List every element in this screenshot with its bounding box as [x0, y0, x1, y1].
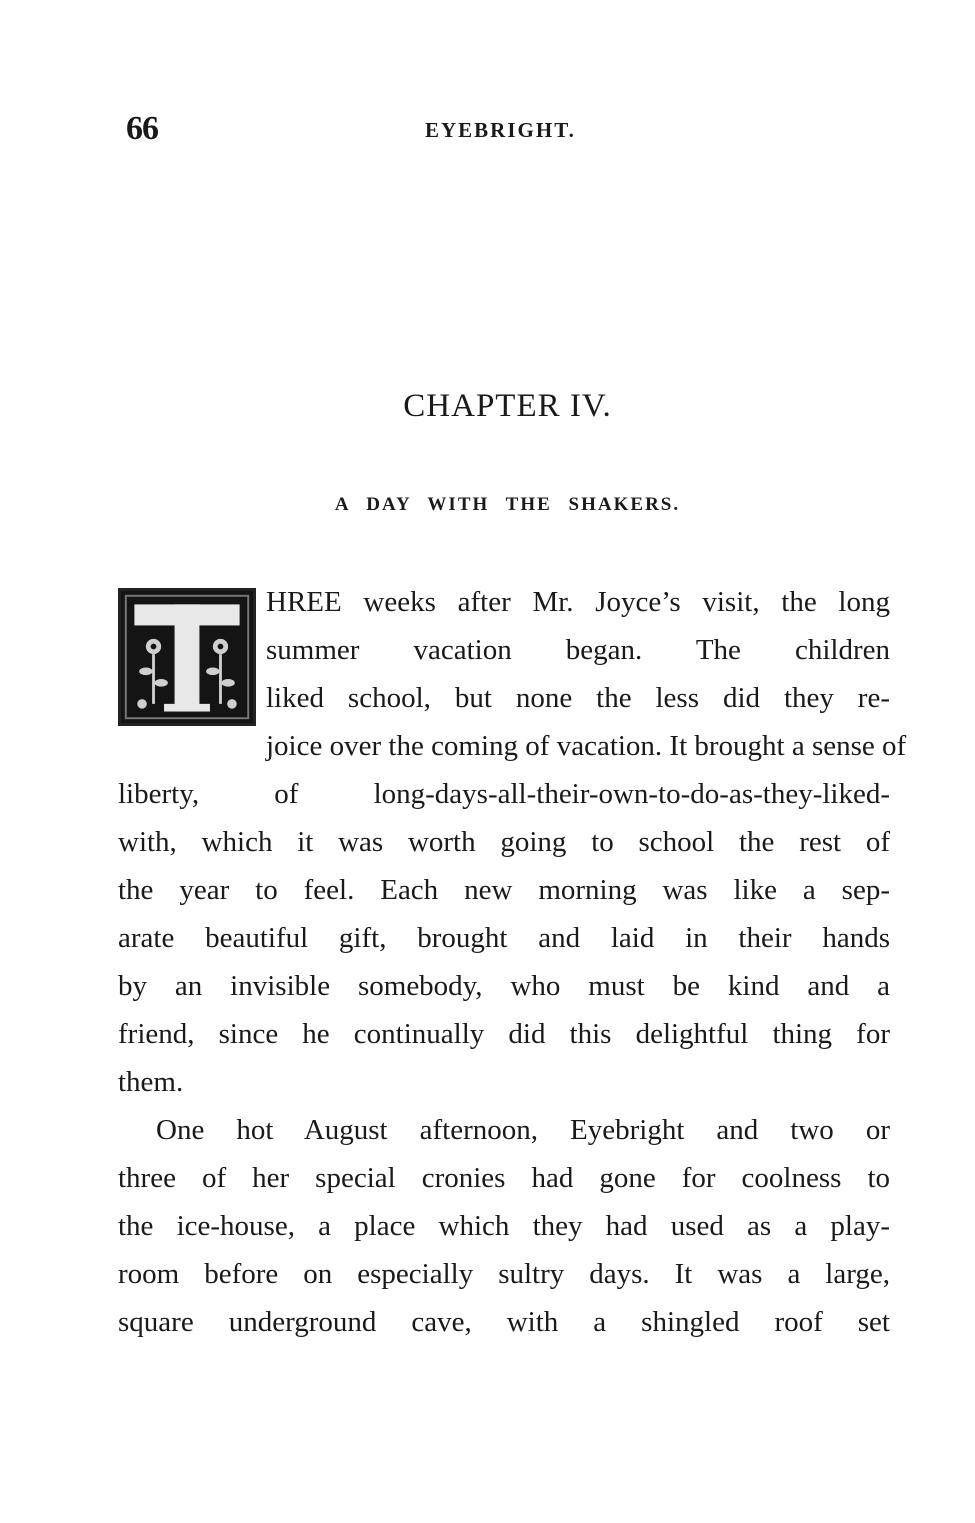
text-line: friend, since he continually did this delightful thing for — [118, 1018, 890, 1050]
text-line: three of her special cronies had gone for coolness to — [118, 1162, 890, 1194]
body-text — [118, 578, 907, 1346]
chapter-subtitle: A DAY WITH THE SHAKERS. — [334, 494, 681, 515]
paragraph-1 — [118, 578, 907, 1106]
text-line: arate beautiful gift, brought and laid in their hands — [118, 922, 890, 954]
text-line: liberty, of long-days-all-their-own-to-do-as-they-liked- — [118, 778, 890, 810]
text-line: by an invisible somebody, who must be kind and a — [118, 970, 890, 1002]
text-line: HREE weeks after Mr. Joyce’s visit, the long — [266, 586, 890, 618]
text-line: with, which it was worth going to school the rest of — [118, 826, 890, 858]
running-head — [120, 110, 890, 150]
text-line: liked school, but none the less did they re- — [266, 682, 890, 714]
text-line: square underground cave, with a shingled roof set — [118, 1306, 890, 1338]
text-line: room before on especially sultry days. It was a large, — [118, 1258, 890, 1290]
text-line: them. — [118, 1066, 184, 1098]
paragraph-2 — [118, 1106, 890, 1346]
text-line: One hot August afternoon, Eyebright and two or — [156, 1114, 890, 1146]
ornamental-initial-icon — [118, 588, 256, 726]
text-line: the year to feel. Each new morning was like a sep- — [118, 874, 890, 906]
chapter-heading: CHAPTER IV. — [403, 388, 612, 424]
text-line: summer vacation began. The children — [266, 634, 890, 666]
page-number: 66 — [126, 110, 158, 147]
text-line: joice over the coming of vacation. It brought a sense of — [266, 730, 907, 762]
text-line: the ice-house, a place which they had used as a play- — [118, 1210, 890, 1242]
running-title: EYEBRIGHT. — [425, 118, 576, 142]
